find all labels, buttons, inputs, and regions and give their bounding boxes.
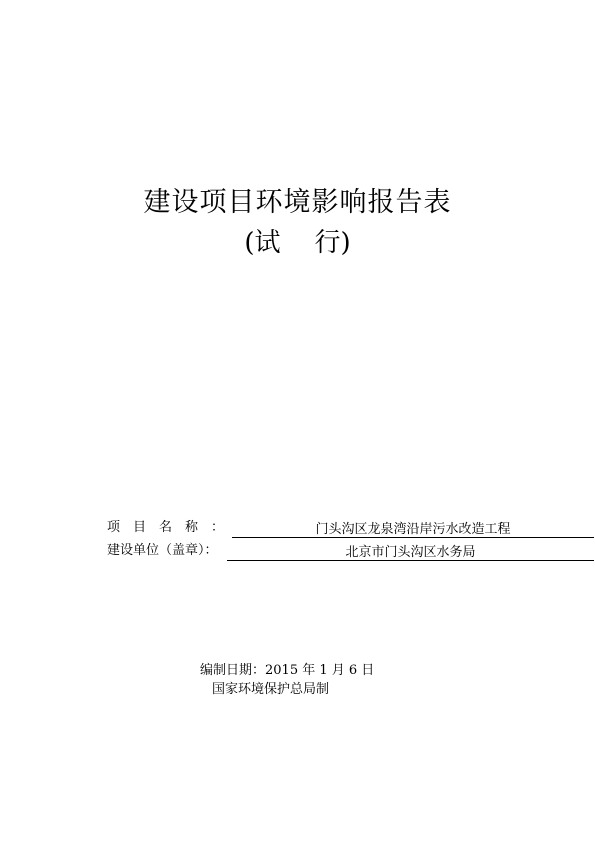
- project-name-colon: ：: [211, 520, 225, 535]
- subtitle-open: (试: [244, 228, 281, 258]
- construction-unit-label: 建设单位（盖章）：: [107, 543, 218, 558]
- document-subtitle: [0, 226, 595, 260]
- project-name-label: 项目名称: [107, 520, 212, 535]
- document-title: 建设项目环境影响报告表: [143, 187, 452, 218]
- project-name-label-group: [107, 518, 224, 538]
- subtitle-close: 行): [314, 228, 351, 258]
- compile-date: 编制日期：2015 年 1 月 6 日: [200, 663, 375, 678]
- issuing-agency: 国家环境保护总局制: [212, 682, 330, 697]
- project-name-value: 门头沟区龙泉湾沿岸污水改造工程: [232, 520, 594, 538]
- construction-unit-value: 北京市门头沟区水务局: [227, 543, 594, 561]
